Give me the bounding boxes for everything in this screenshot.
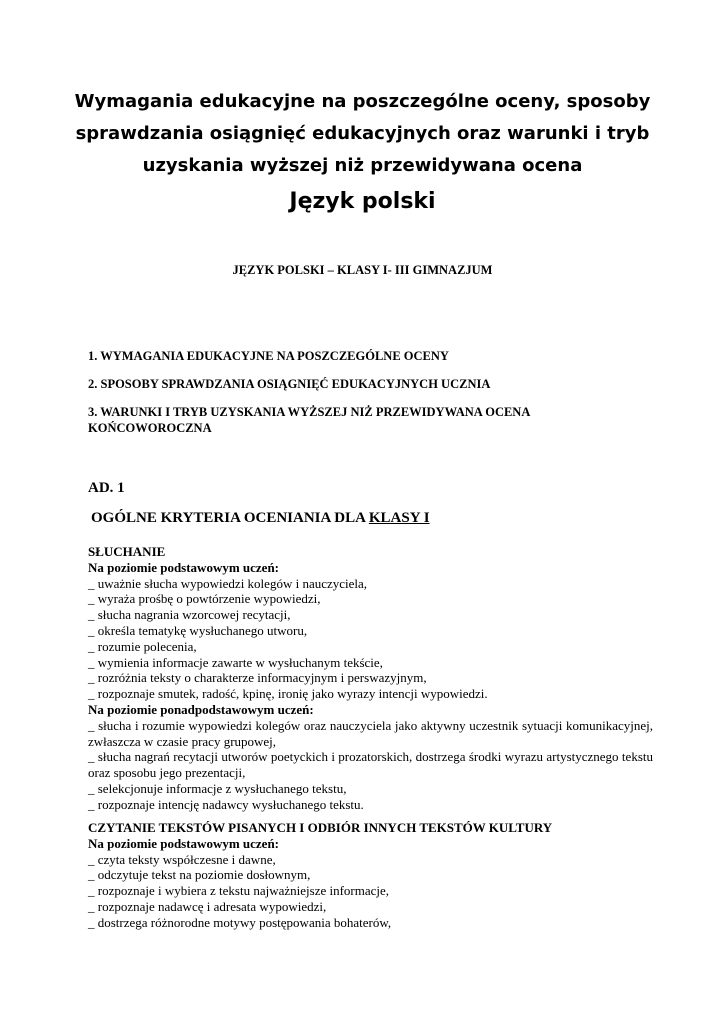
list-item: _ uważnie słucha wypowiedzi kolegów i nauczyciela, xyxy=(88,575,368,591)
document-title xyxy=(60,86,665,182)
criteria-heading-prefix: OGÓLNE KRYTERIA OCENIANIA DLA xyxy=(91,510,369,526)
toc-item: 3. WARUNKI I TRYB UZYSKANIA WYŻSZEJ NIŻ PRZEWIDYWANA OCENA KOŃCOWOROCZNA xyxy=(88,405,530,435)
classes-line: JĘZYK POLSKI – KLASY I- III GIMNAZJUM xyxy=(232,263,493,277)
list-item: _ rozpoznaje i wybiera z tekstu najważniejsze informacje, xyxy=(88,883,390,899)
list-item: _ rozpoznaje smutek, radość, kpinę, ironię jako wyrazy intencji wypowiedzi. xyxy=(88,686,488,702)
title-line: sprawdzania osiągnięć edukacyjnych oraz warunki i tryb xyxy=(75,123,650,144)
toc-item: 2. SPOSOBY SPRAWDZANIA OSIĄGNIĘĆ EDUKACYJNYCH UCZNIA xyxy=(88,377,491,391)
list-item: _ słucha nagrań recytacji utworów poetyckich i prozatorskich, dostrzega środki wyrazu artystycznego tekstu oraz sposobu jego prezentacji, xyxy=(88,749,653,781)
list-item: _ czyta teksty współczesne i dawne, xyxy=(88,851,276,867)
list-item: _ wyraża prośbę o powtórzenie wypowiedzi, xyxy=(88,591,321,607)
subject-title: Język polski xyxy=(289,189,436,214)
list-item: _ dostrzega różnorodne motywy postępowania bohaterów, xyxy=(88,914,392,930)
list-item: _ rozpoznaje intencję nadawcy wysłuchanego tekstu. xyxy=(88,796,364,812)
list-item: _ słucha i rozumie wypowiedzi kolegów oraz nauczyciela jako aktywny uczestnik sytuacji komunikacyjnej, zwłaszcza w czasie pracy grupowej, xyxy=(88,717,653,749)
criteria-heading-class: KLASY I xyxy=(368,510,430,526)
list-item: _ rozróżnia teksty o charakterze informacyjnym i perswazyjnym, xyxy=(88,670,427,686)
list-item: _ odczytuje tekst na poziomie dosłownym, xyxy=(88,867,311,883)
list-item: _ selekcjonuje informacje z wysłuchanego tekstu, xyxy=(88,780,347,796)
toc-item: 1. WYMAGANIA EDUKACYJNE NA POSZCZEGÓLNE OCENY xyxy=(88,349,449,363)
list-item: _ określa tematykę wysłuchanego utworu, xyxy=(88,622,308,638)
title-line: Wymagania edukacyjne na poszczególne oceny, sposoby xyxy=(74,91,651,112)
table-of-contents xyxy=(88,348,648,436)
list-item: _ rozumie polecenia, xyxy=(88,638,197,654)
section-heading: SŁUCHANIE xyxy=(88,544,166,559)
section-heading: CZYTANIE TEKSTÓW PISANYCH I ODBIÓR INNYCH TEKSTÓW KULTURY xyxy=(88,820,553,835)
list-item: _ rozpoznaje nadawcę i adresata wypowiedzi, xyxy=(88,898,327,914)
list-item: _ wymienia informacje zawarte w wysłuchanym tekście, xyxy=(88,654,383,670)
level-label: Na poziomie podstawowym uczeń: xyxy=(88,559,280,575)
title-line: uzyskania wyższej niż przewidywana ocena xyxy=(142,155,583,176)
section-czytanie xyxy=(88,820,653,931)
level-label: Na poziomie podstawowym uczeń: xyxy=(88,835,280,851)
level-label: Na poziomie ponadpodstawowym uczeń: xyxy=(88,701,314,717)
section-sluchanie xyxy=(88,544,653,813)
criteria-heading xyxy=(91,510,430,527)
list-item: _ słucha nagrania wzorcowej recytacji, xyxy=(88,607,291,623)
ad-heading: AD. 1 xyxy=(88,480,125,496)
